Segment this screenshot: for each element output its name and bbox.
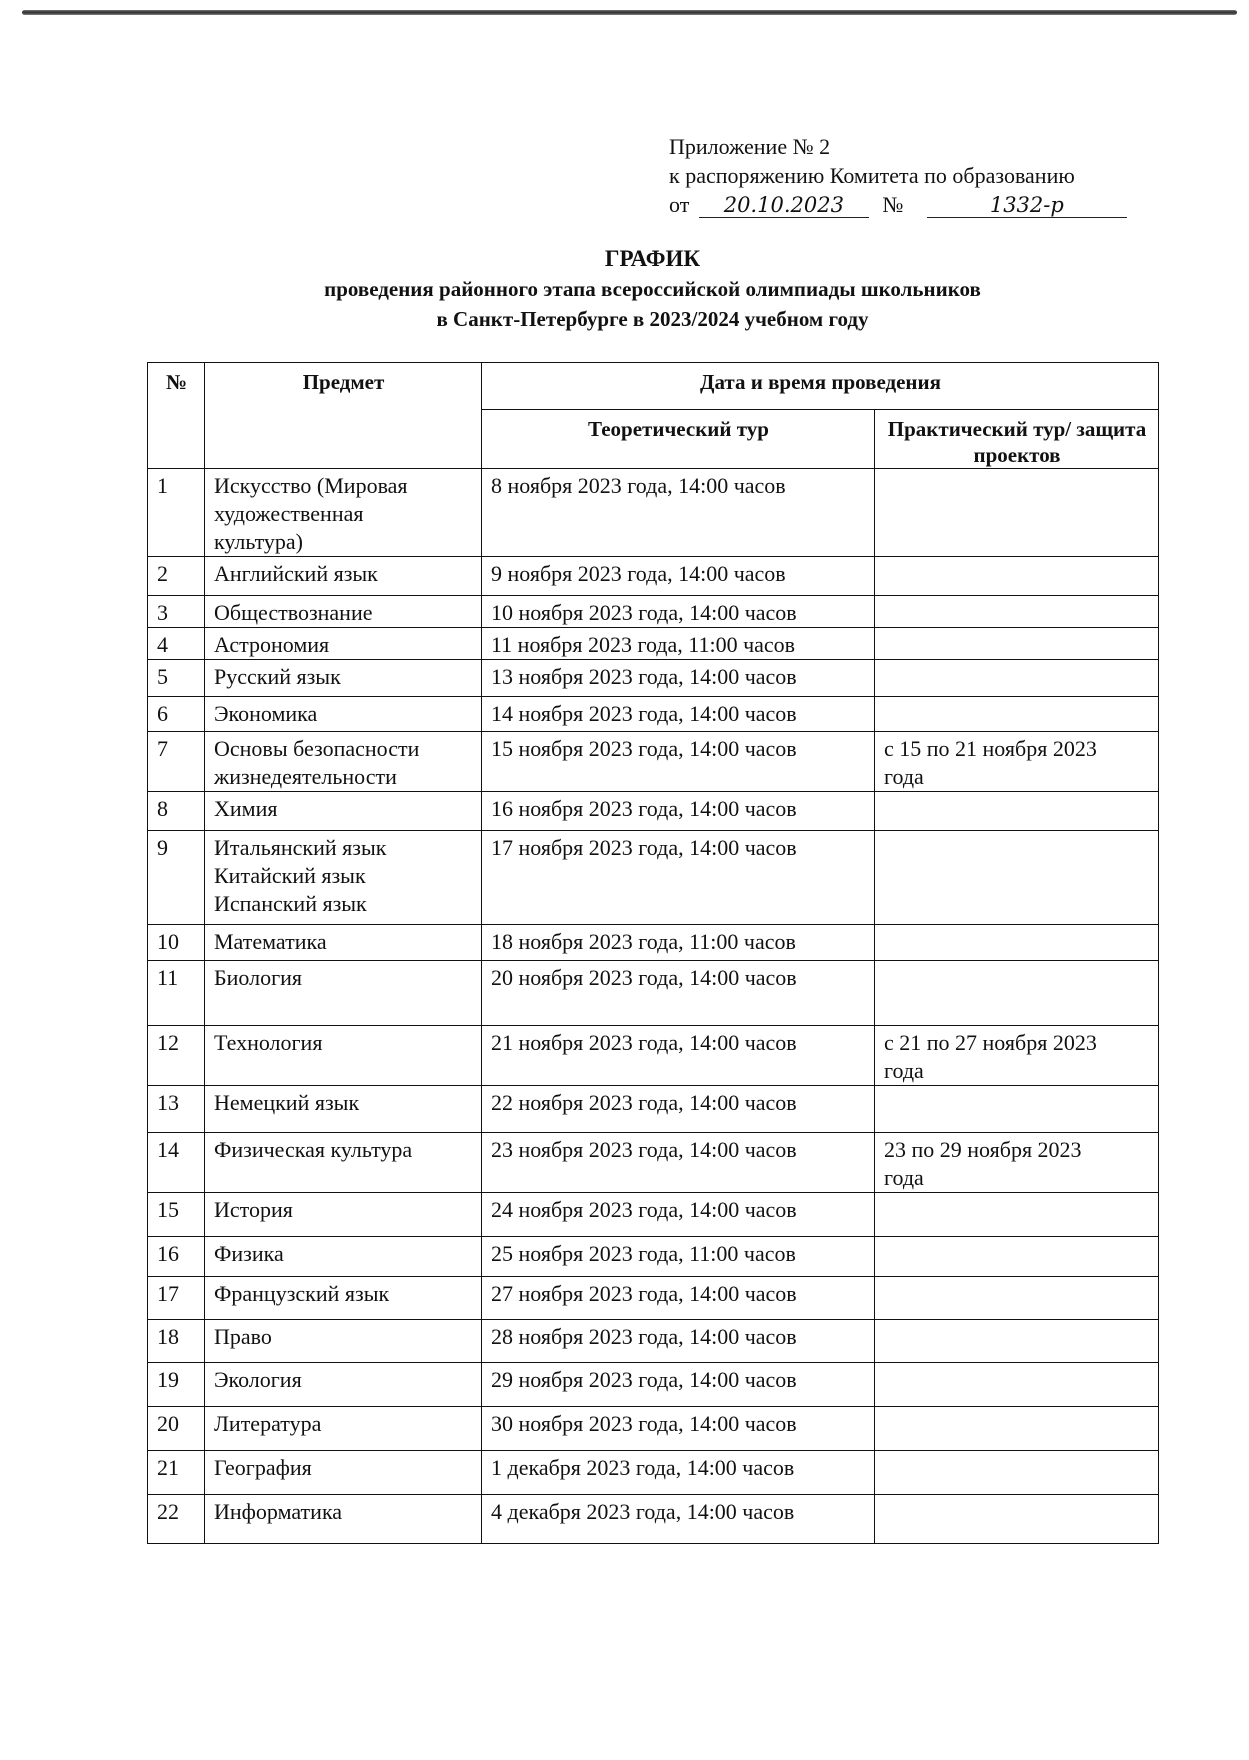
- row-subject: [205, 469, 482, 557]
- row-theory-datetime: 23 ноября 2023 года, 14:00 часов: [482, 1133, 875, 1193]
- subject-line: Биология: [214, 965, 303, 990]
- row-number: 19: [148, 1363, 205, 1407]
- row-number: 10: [148, 925, 205, 961]
- row-practice-period: [875, 1193, 1159, 1237]
- row-number: 7: [148, 732, 205, 792]
- table-row: [148, 831, 1159, 925]
- row-theory-datetime: 24 ноября 2023 года, 14:00 часов: [482, 1193, 875, 1237]
- row-number: 12: [148, 1026, 205, 1086]
- row-number: 14: [148, 1133, 205, 1193]
- row-subject: [205, 557, 482, 596]
- subject-line: Информатика: [214, 1499, 343, 1524]
- appendix-header: [669, 132, 1127, 219]
- table-row: [148, 1451, 1159, 1495]
- row-theory-datetime: 10 ноября 2023 года, 14:00 часов: [482, 596, 875, 628]
- row-practice-period: [875, 1277, 1159, 1320]
- title-subtitle-line2: в Санкт-Петербурге в 2023/2024 учебном году: [436, 307, 869, 331]
- row-practice-period: [875, 469, 1159, 557]
- subject-line: Технология: [214, 1030, 323, 1055]
- row-practice-period: [875, 1320, 1159, 1363]
- row-number: 11: [148, 961, 205, 1026]
- row-practice-period: [875, 596, 1159, 628]
- document-title: [147, 244, 1158, 334]
- table-row: [148, 469, 1159, 557]
- row-theory-datetime: 25 ноября 2023 года, 11:00 часов: [482, 1237, 875, 1277]
- row-number: 15: [148, 1193, 205, 1237]
- subject-line: Астрономия: [214, 632, 330, 657]
- row-number: 4: [148, 628, 205, 660]
- table-row: [148, 1026, 1159, 1086]
- row-subject: [205, 961, 482, 1026]
- row-practice-period: [875, 1026, 1159, 1086]
- subject-line: жизнедеятельности: [214, 764, 397, 789]
- header-num: №: [148, 363, 205, 469]
- row-theory-datetime: 11 ноября 2023 года, 11:00 часов: [482, 628, 875, 660]
- practice-line: года: [884, 1058, 924, 1083]
- table-row: [148, 1320, 1159, 1363]
- table-row: [148, 1407, 1159, 1451]
- subject-line: Право: [214, 1324, 272, 1349]
- order-date-number-line: [669, 190, 1127, 219]
- row-practice-period: [875, 1363, 1159, 1407]
- subject-line: художественная: [214, 501, 364, 526]
- row-theory-datetime: 18 ноября 2023 года, 11:00 часов: [482, 925, 875, 961]
- row-number: 6: [148, 697, 205, 732]
- row-theory-datetime: 14 ноября 2023 года, 14:00 часов: [482, 697, 875, 732]
- table-row: [148, 1495, 1159, 1544]
- table-row: [148, 1193, 1159, 1237]
- number-label: №: [882, 192, 904, 217]
- row-subject: [205, 925, 482, 961]
- subject-line: Физика: [214, 1241, 284, 1266]
- subject-line: Французский язык: [214, 1281, 390, 1306]
- subject-line: Итальянский язык: [214, 835, 387, 860]
- row-theory-datetime: 20 ноября 2023 года, 14:00 часов: [482, 961, 875, 1026]
- row-subject: [205, 596, 482, 628]
- row-subject: [205, 660, 482, 697]
- practice-line: года: [884, 764, 924, 789]
- practice-line: года: [884, 1165, 924, 1190]
- row-number: 2: [148, 557, 205, 596]
- row-theory-datetime: 29 ноября 2023 года, 14:00 часов: [482, 1363, 875, 1407]
- row-practice-period: [875, 831, 1159, 925]
- subject-line: География: [214, 1455, 312, 1480]
- row-practice-period: [875, 961, 1159, 1026]
- subject-line: Русский язык: [214, 664, 341, 689]
- from-label: от: [669, 192, 690, 217]
- subject-line: Физическая культура: [214, 1137, 413, 1162]
- practice-line: с 15 по 21 ноября 2023: [884, 736, 1097, 761]
- row-theory-datetime: 28 ноября 2023 года, 14:00 часов: [482, 1320, 875, 1363]
- practice-line: 23 по 29 ноября 2023: [884, 1137, 1082, 1162]
- table-row: [148, 925, 1159, 961]
- row-subject: [205, 1495, 482, 1544]
- row-subject: [205, 1363, 482, 1407]
- subject-line: Искусство (Мировая: [214, 473, 408, 498]
- table-row: [148, 1363, 1159, 1407]
- subject-line: Химия: [214, 796, 278, 821]
- row-subject: [205, 697, 482, 732]
- subject-line: культура): [214, 529, 303, 554]
- table-row: [148, 1133, 1159, 1193]
- row-subject: [205, 1193, 482, 1237]
- table-body: [148, 469, 1159, 1544]
- table-row: [148, 697, 1159, 732]
- row-subject: [205, 1277, 482, 1320]
- appendix-reference: к распоряжению Комитета по образованию: [669, 163, 1075, 188]
- table-row: [148, 961, 1159, 1026]
- subject-line: Обществознание: [214, 600, 373, 625]
- table-row: [148, 660, 1159, 697]
- row-practice-period: [875, 1495, 1159, 1544]
- row-theory-datetime: 1 декабря 2023 года, 14:00 часов: [482, 1451, 875, 1495]
- row-practice-period: [875, 697, 1159, 732]
- subject-line: Математика: [214, 929, 327, 954]
- subject-line: Английский язык: [214, 561, 378, 586]
- handwritten-order-number: 1332-р: [927, 193, 1127, 218]
- row-subject: [205, 1026, 482, 1086]
- row-number: 20: [148, 1407, 205, 1451]
- row-subject: [205, 831, 482, 925]
- table-row: [148, 1086, 1159, 1133]
- row-theory-datetime: 16 ноября 2023 года, 14:00 часов: [482, 792, 875, 831]
- row-practice-period: [875, 792, 1159, 831]
- row-subject: [205, 1237, 482, 1277]
- row-practice-period: [875, 660, 1159, 697]
- row-subject: [205, 1133, 482, 1193]
- scan-artifact-stripe: [22, 10, 1237, 15]
- row-theory-datetime: 8 ноября 2023 года, 14:00 часов: [482, 469, 875, 557]
- row-subject: [205, 792, 482, 831]
- table-row: [148, 557, 1159, 596]
- row-number: 1: [148, 469, 205, 557]
- table-row: [148, 596, 1159, 628]
- subject-line: Испанский язык: [214, 891, 367, 916]
- subject-line: Немецкий язык: [214, 1090, 360, 1115]
- subject-line: Китайский язык: [214, 863, 366, 888]
- row-theory-datetime: 17 ноября 2023 года, 14:00 часов: [482, 831, 875, 925]
- olympiad-schedule-table: [147, 362, 1159, 1544]
- row-number: 22: [148, 1495, 205, 1544]
- subject-line: Основы безопасности: [214, 736, 420, 761]
- row-subject: [205, 732, 482, 792]
- row-practice-period: [875, 557, 1159, 596]
- title-subtitle-line1: проведения районного этапа всероссийской олимпиады школьников: [324, 277, 981, 301]
- header-subject: Предмет: [205, 363, 482, 469]
- header-practice: Практический тур/ защита проектов: [875, 410, 1159, 469]
- row-theory-datetime: 21 ноября 2023 года, 14:00 часов: [482, 1026, 875, 1086]
- subject-line: Экология: [214, 1367, 302, 1392]
- header-datetime: Дата и время проведения: [482, 363, 1159, 410]
- handwritten-date: 20.10.2023: [699, 193, 869, 218]
- row-theory-datetime: 22 ноября 2023 года, 14:00 часов: [482, 1086, 875, 1133]
- title-heading: ГРАФИК: [604, 246, 701, 271]
- row-number: 18: [148, 1320, 205, 1363]
- row-number: 13: [148, 1086, 205, 1133]
- row-number: 17: [148, 1277, 205, 1320]
- row-subject: [205, 1407, 482, 1451]
- row-theory-datetime: 15 ноября 2023 года, 14:00 часов: [482, 732, 875, 792]
- row-subject: [205, 1451, 482, 1495]
- row-number: 16: [148, 1237, 205, 1277]
- table-row: [148, 732, 1159, 792]
- table-row: [148, 1277, 1159, 1320]
- practice-line: с 21 по 27 ноября 2023: [884, 1030, 1097, 1055]
- header-theory: Теоретический тур: [482, 410, 875, 469]
- row-theory-datetime: 27 ноября 2023 года, 14:00 часов: [482, 1277, 875, 1320]
- table-row: [148, 628, 1159, 660]
- row-number: 5: [148, 660, 205, 697]
- row-subject: [205, 1320, 482, 1363]
- row-number: 3: [148, 596, 205, 628]
- row-theory-datetime: 4 декабря 2023 года, 14:00 часов: [482, 1495, 875, 1544]
- row-practice-period: [875, 1407, 1159, 1451]
- subject-line: История: [214, 1197, 293, 1222]
- appendix-number: Приложение № 2: [669, 134, 831, 159]
- subject-line: Экономика: [214, 701, 318, 726]
- row-practice-period: [875, 1133, 1159, 1193]
- row-theory-datetime: 30 ноября 2023 года, 14:00 часов: [482, 1407, 875, 1451]
- row-practice-period: [875, 1451, 1159, 1495]
- row-theory-datetime: 9 ноября 2023 года, 14:00 часов: [482, 557, 875, 596]
- row-practice-period: [875, 1086, 1159, 1133]
- row-number: 21: [148, 1451, 205, 1495]
- row-practice-period: [875, 628, 1159, 660]
- row-number: 8: [148, 792, 205, 831]
- table-row: [148, 1237, 1159, 1277]
- table-row: [148, 792, 1159, 831]
- row-number: 9: [148, 831, 205, 925]
- row-subject: [205, 628, 482, 660]
- row-subject: [205, 1086, 482, 1133]
- row-practice-period: [875, 925, 1159, 961]
- subject-line: Литература: [214, 1411, 322, 1436]
- row-theory-datetime: 13 ноября 2023 года, 14:00 часов: [482, 660, 875, 697]
- row-practice-period: [875, 732, 1159, 792]
- row-practice-period: [875, 1237, 1159, 1277]
